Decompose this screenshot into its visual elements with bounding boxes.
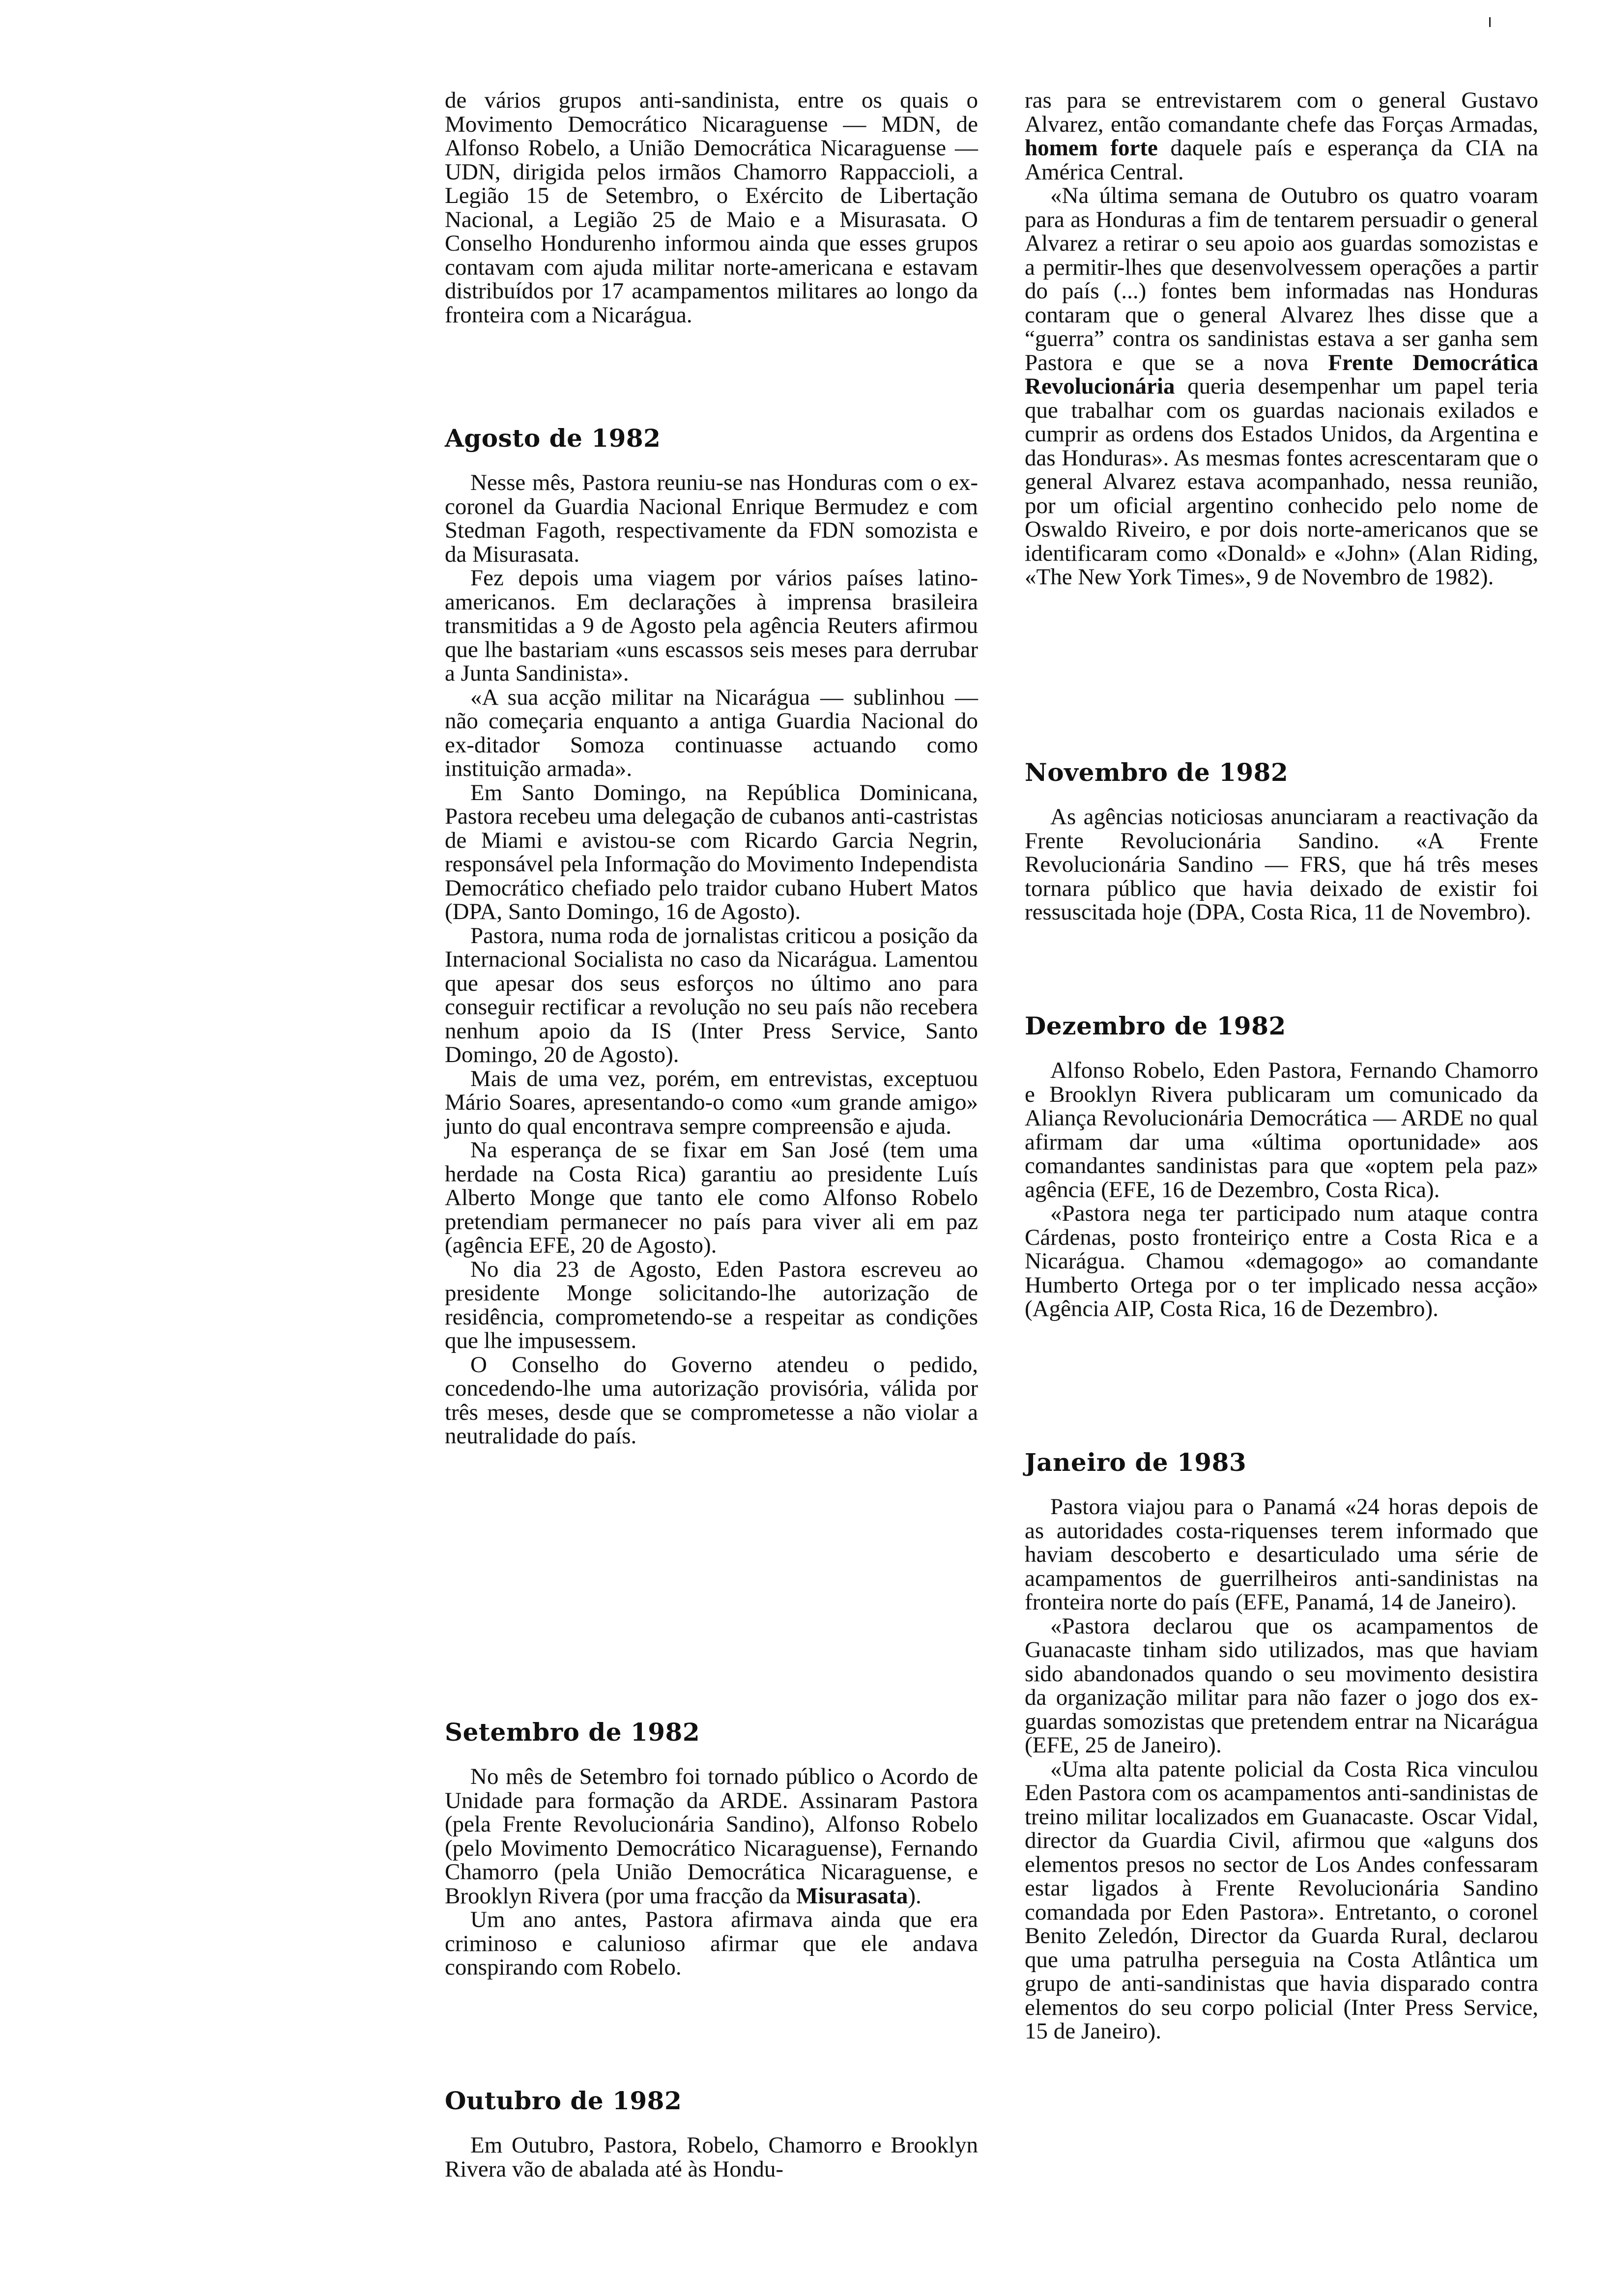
text-run: ). xyxy=(908,1883,921,1909)
right-column-intro xyxy=(1025,88,1538,589)
text-run: ras para se entrevistarem com o general Gustavo Alvarez, então comandante chefe das Forças Armadas, xyxy=(1025,87,1538,137)
paragraph xyxy=(1025,1202,1538,1321)
text-run: «Na última semana de Outubro os quatro voaram para as Honduras a fim de tentarem persuadir o general Alvarez a retirar o seu apoio aos guardas somozistas e a permitir-lhes que desenvolvessem operações a partir do país (...) fontes bem informadas nas Honduras contaram que o general Alvarez lhes disse que a “guerra” contra os sandinistas estava a ser ganha sem Pastora e que se a nova xyxy=(1025,183,1538,375)
scan-mark xyxy=(1489,17,1491,27)
section-body xyxy=(445,471,978,1448)
text-run: de vários grupos anti-sandinista, entre os quais o Movimento Democrático Nicaraguense — MDN, de Alfonso Robelo, a União Democrática Nicaraguense — UDN, dirigida pelos irmãos Chamorro Rappaccioli, a Legião 15 de Setembro, o Exército de Libertação Nacional, a Legião 25 de Maio e a Misurasata. O Conselho Hondurenho informou ainda que esses grupos contavam com ajuda militar norte-americana e estavam distribuídos por 17 acampamentos militares ao longo da fronteira com a Nicarágua. xyxy=(445,87,978,328)
text-run: «Uma alta patente policial da Costa Rica vinculou Eden Pastora com os acampamentos anti-sandinistas de treino militar localizados em Guanacaste. Oscar Vidal, director da Guardia Civil, afirmou que «alguns dos elementos presos no sector de Los Andes confessaram estar ligados à Frente Revolucionária Sandino comandada por Eden Pastora». Entretanto, o coronel Benito Zeledón, Director da Guarda Rural, declarou que uma patrulha perseguia na Costa Atlântica um grupo de anti-sandinistas que havia disparado contra elementos do seu corpo policial (Inter Press Service, 15 de Janeiro). xyxy=(1025,1756,1538,2044)
section-body xyxy=(445,2133,978,2181)
section-heading: Outubro de 1982 xyxy=(445,2086,682,2115)
bold-text: homem forte xyxy=(1025,135,1158,161)
text-run: Fez depois uma viagem por vários países latino-americanos. Em declarações à imprensa brasileira transmitidas a 9 de Agosto pela agência Reuters afirmou que lhe bastariam «uns escassos seis meses para derrubar a Junta Sandinista». xyxy=(445,565,978,686)
text-run: Em Outubro, Pastora, Robelo, Chamorro e Brooklyn Rivera vão de abalada até às Hondu- xyxy=(445,2132,978,2182)
paragraph xyxy=(1025,184,1538,589)
paragraph xyxy=(1025,1757,1538,2043)
section-janeiro-1983 xyxy=(1025,1448,1538,2043)
section-novembro-1982 xyxy=(1025,758,1538,924)
text-run: No dia 23 de Agosto, Eden Pastora escreveu ao presidente Monge solicitando-lhe autorização de residência, comprometendo-se a respeitar as condições que lhe impusessem. xyxy=(445,1256,978,1353)
section-outubro-1982 xyxy=(445,2086,978,2181)
text-run: «Pastora declarou que os acampamentos de Guanacaste tinham sido utilizados, mas que haviam sido abandonados quando o seu movimento desistira da organização militar para não fazer o jogo dos ex-guardas somozistas que pretendem entrar na Nicarágua (EFE, 25 de Janeiro). xyxy=(1025,1613,1538,1758)
paragraph xyxy=(1025,805,1538,924)
paragraph xyxy=(445,686,978,781)
section-heading: Setembro de 1982 xyxy=(445,1718,700,1747)
text-run: Um ano antes, Pastora afirmava ainda que era criminoso e calunioso afirmar que ele andava conspirando com Robelo. xyxy=(445,1907,978,1980)
section-heading: Janeiro de 1983 xyxy=(1025,1448,1247,1477)
section-dezembro-1982 xyxy=(1025,1011,1538,1321)
text-run: «A sua acção militar na Nicarágua — sublinhou — não começaria enquanto a antiga Guardia Nacional do ex-ditador Somoza continuasse actuando como instituição armada». xyxy=(445,684,978,781)
text-run: «Pastora nega ter participado num ataque contra Cárdenas, posto fronteiriço entre a Costa Rica e a Nicarágua. Chamou «demagogo» ao comandante Humberto Ortega por o ter implicado nessa acção» (Agência AIP, Costa Rica, 16 de Dezembro). xyxy=(1025,1201,1538,1321)
bold-text: Misurasata xyxy=(796,1883,908,1909)
paragraph xyxy=(445,471,978,566)
section-body xyxy=(445,1765,978,1980)
section-body xyxy=(1025,1495,1538,2043)
section-setembro-1982 xyxy=(445,1718,978,1980)
paragraph xyxy=(445,1258,978,1353)
paragraph xyxy=(445,1138,978,1258)
paragraph xyxy=(1025,88,1538,184)
section-agosto-1982 xyxy=(445,424,978,1448)
paragraph xyxy=(1025,1495,1538,1614)
text-run: O Conselho do Governo atendeu o pedido, concedendo-lhe uma autorização provisória, válida por três meses, desde que se comprometesse a não violar a neutralidade do país. xyxy=(445,1351,978,1449)
text-run: As agências noticiosas anunciaram a reactivação da Frente Revolucionária Sandino. «A Frente Revolucionária Sandino — FRS, que há três meses tornara público que havia deixado de existir foi ressuscitada hoje (DPA, Costa Rica, 11 de Novembro). xyxy=(1025,804,1538,925)
paragraph xyxy=(1025,1059,1538,1202)
section-heading: Dezembro de 1982 xyxy=(1025,1011,1286,1040)
text-run: daquele país e esperança da CIA na América Central. xyxy=(1025,135,1539,185)
paragraph xyxy=(445,1765,978,1908)
section-body xyxy=(1025,805,1538,924)
text-run: No mês de Setembro foi tornado público o Acordo de Unidade para formação da ARDE. Assinaram Pastora (pela Frente Revolucionária Sandino), Alfonso Robelo (pelo Movimento Democrático Nicaraguense), Fernando Chamorro (pela União Democrática Nicaraguense, e Brooklyn Rivera (por uma fracção da xyxy=(445,1764,978,1909)
section-body xyxy=(1025,1059,1538,1321)
text-run: queria desempenhar um papel teria que trabalhar com os guardas nacionais exilados e cumprir as ordens dos Estados Unidos, da Argentina e das Honduras». As mesmas fontes acrescentaram que o general Alvarez estava acompanhado, nessa reunião, por um oficial argentino conhecido pelo nome de Oswaldo Riveiro, e por dois norte-americanos que se identificaram como «Donald» e «John» (Alan Riding, «The New York Times», 9 de Novembro de 1982). xyxy=(1025,373,1538,590)
text-run: Na esperança de se fixar em San José (tem uma herdade na Costa Rica) garantiu ao presidente Luís Alberto Monge que tanto ele como Alfonso Robelo pretendiam permanecer no país para viver ali em paz (agência EFE, 20 de Agosto). xyxy=(445,1137,978,1258)
text-run: Alfonso Robelo, Eden Pastora, Fernando Chamorro e Brooklyn Rivera publicaram um comunicado da Aliança Revolucionária Democrática — ARDE no qual afirmam dar uma «última oportunidade» aos comandantes sandinistas para que «optem pela paz» agência (EFE, 16 de Dezembro, Costa Rica). xyxy=(1025,1058,1538,1203)
bold-text: Frente Democrática Revolucionária xyxy=(1025,349,1538,399)
paragraph xyxy=(445,1908,978,1980)
intro-text xyxy=(445,88,978,327)
paragraph xyxy=(445,1353,978,1448)
left-column-intro xyxy=(445,88,978,327)
paragraph xyxy=(445,88,978,327)
paragraph xyxy=(445,2133,978,2181)
text-run: Pastora, numa roda de jornalistas criticou a posição da Internacional Socialista no caso da Nicarágua. Lamentou que apesar dos seus esforços no último ano para conseguir rectificar a revolução no seu país não recebera nenhum apoio da IS (Inter Press Service, Santo Domingo, 20 de Agosto). xyxy=(445,922,978,1067)
text-run: Nesse mês, Pastora reuniu-se nas Honduras com o ex-coronel da Guardia Nacional Enrique Bermudez e com Stedman Fagoth, respectivamente da FDN somozista e da Misurasata. xyxy=(445,470,978,567)
section-heading: Agosto de 1982 xyxy=(445,424,661,453)
section-heading: Novembro de 1982 xyxy=(1025,758,1289,787)
paragraph xyxy=(445,566,978,686)
paragraph xyxy=(445,781,978,924)
text-run: Em Santo Domingo, na República Dominicana, Pastora recebeu uma delegação de cubanos anti-castristas de Miami e avistou-se com Ricardo Garcia Negrin, responsável pela Informação do Movimento Independista Democrático chefiado pelo traidor cubano Hubert Matos (DPA, Santo Domingo, 16 de Agosto). xyxy=(445,779,978,924)
paragraph xyxy=(1025,1614,1538,1757)
paragraph xyxy=(445,1067,978,1139)
intro-text xyxy=(1025,88,1538,589)
text-run: Mais de uma vez, porém, em entrevistas, exceptuou Mário Soares, apresentando-o como «um grande amigo» junto do qual encontrava sempre compreensão e ajuda. xyxy=(445,1065,978,1139)
text-run: Pastora viajou para o Panamá «24 horas depois de as autoridades costa-riquenses terem informado que haviam descoberto e desarticulado uma série de acampamentos de guerrilheiros anti-sandinistas na fronteira norte do país (EFE, Panamá, 14 de Janeiro). xyxy=(1025,1494,1538,1615)
paragraph xyxy=(445,924,978,1067)
